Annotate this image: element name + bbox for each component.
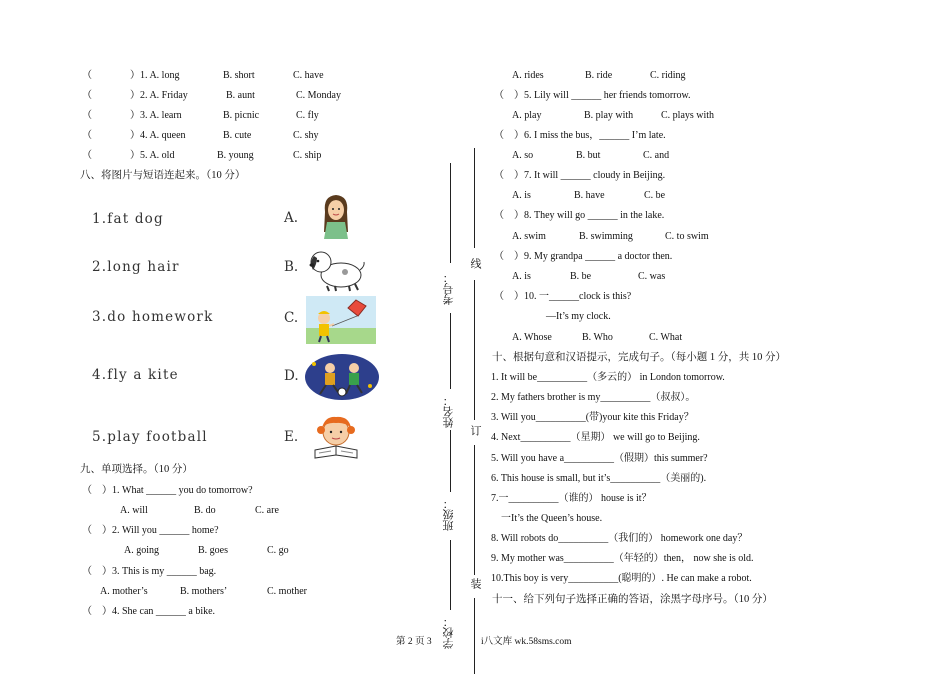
match-phrase: 1.fat dog [92, 211, 164, 227]
match-letter: B. [284, 259, 299, 275]
mc-question: （ ）9. My grandpa ______ a doctor then. [494, 251, 673, 262]
exam-number-field[interactable] [450, 163, 451, 263]
binding-mark-ding: 订 [469, 425, 482, 436]
binding-line [474, 598, 475, 674]
fill-sentence: 一It’s the Queen’s house. [491, 513, 603, 524]
exam-number-label: 考号： [442, 272, 455, 305]
fill-sentence: 3. Will you__________(带)your kite this Friday？ [491, 412, 694, 423]
fill-sentence: 1. It will be__________（多云的） in London tomorrow. [491, 372, 725, 383]
fat-dog-picture [305, 248, 367, 292]
name-label: 姓名： [442, 395, 455, 428]
binding-line [474, 148, 475, 248]
mc-question: （ ）1. What ______ you do tomorrow? [82, 485, 253, 496]
binding-mark-xian: 线 [469, 258, 482, 269]
play-football-picture [304, 352, 380, 402]
mc-question: （ ）7. It will ______ cloudy in Beijing. [494, 170, 666, 181]
fill-sentence: 2. My fathers brother is my__________（叔叔）。 [491, 392, 696, 403]
section-8-title: 八、将图片与短语连起来。（10 分） [80, 170, 246, 181]
fill-sentence: 9. My mother was__________（年轻的）then， now she is old. [491, 553, 754, 564]
class-label: 班级： [442, 498, 455, 531]
binding-line [474, 280, 475, 420]
match-phrase: 2.long hair [92, 259, 180, 275]
girl-long-hair-picture [318, 192, 354, 240]
match-letter: E. [284, 429, 299, 445]
binding-line [474, 445, 475, 575]
binding-mark-zhuang: 装 [469, 578, 482, 589]
mc-question: （ ）6. I miss the bus，______ I’m late. [494, 130, 666, 141]
fill-sentence: 8. Will robots do__________（我们的） homework one day？ [491, 533, 748, 544]
school-field[interactable] [450, 540, 451, 610]
mc-question: （ ）10. 一______clock is this? [494, 291, 632, 302]
fill-sentence: 6. This house is small, but it’s__________（美丽的). [491, 473, 707, 484]
match-letter: A. [284, 210, 299, 226]
mc-question: （ ）5. Lily will ______ her friends tomorrow. [494, 90, 691, 101]
mc-question: （ ）4. She can ______ a bike. [82, 606, 216, 617]
watermark-site: i八文库 wk.58sms.com [481, 637, 572, 647]
page-number: 第 2 页 3 [396, 637, 432, 647]
fill-sentence: 4. Next__________（星期） we will go to Beijing. [491, 432, 700, 443]
mc-question: （ ）8. They will go ______ in the lake. [494, 210, 665, 221]
fly-a-kite-picture [306, 296, 376, 344]
match-phrase: 4.fly a kite [92, 367, 179, 383]
mc-question: （ ）2. Will you ______ home? [82, 525, 219, 536]
do-homework-picture [309, 414, 363, 460]
match-letter: C. [284, 310, 299, 326]
school-label: 学校： [442, 616, 455, 649]
section-11-title: 十一、给下列句子选择正确的答语，涂黑字母序号。（10 分） [492, 594, 773, 605]
fill-sentence: 7.一__________（谁的） house is it？ [491, 493, 652, 504]
section-10-title: 十、根据句意和汉语提示，完成句子。（每小题 1 分，共 10 分） [492, 352, 786, 363]
section-9-title: 九、单项选择。（10 分） [80, 464, 193, 475]
match-letter: D. [284, 368, 299, 384]
class-field[interactable] [450, 430, 451, 492]
mc-answer-line: —It’s my clock. [546, 311, 611, 322]
fill-sentence: 10.This boy is very__________(聪明的）. He can make a robot. [491, 573, 752, 584]
name-field[interactable] [450, 313, 451, 389]
fill-sentence: 5. Will you have a__________（假期）this summer? [491, 453, 708, 464]
match-phrase: 3.do homework [92, 309, 214, 325]
match-phrase: 5.play football [92, 429, 208, 445]
mc-question: （ ）3. This is my ______ bag. [82, 566, 217, 577]
